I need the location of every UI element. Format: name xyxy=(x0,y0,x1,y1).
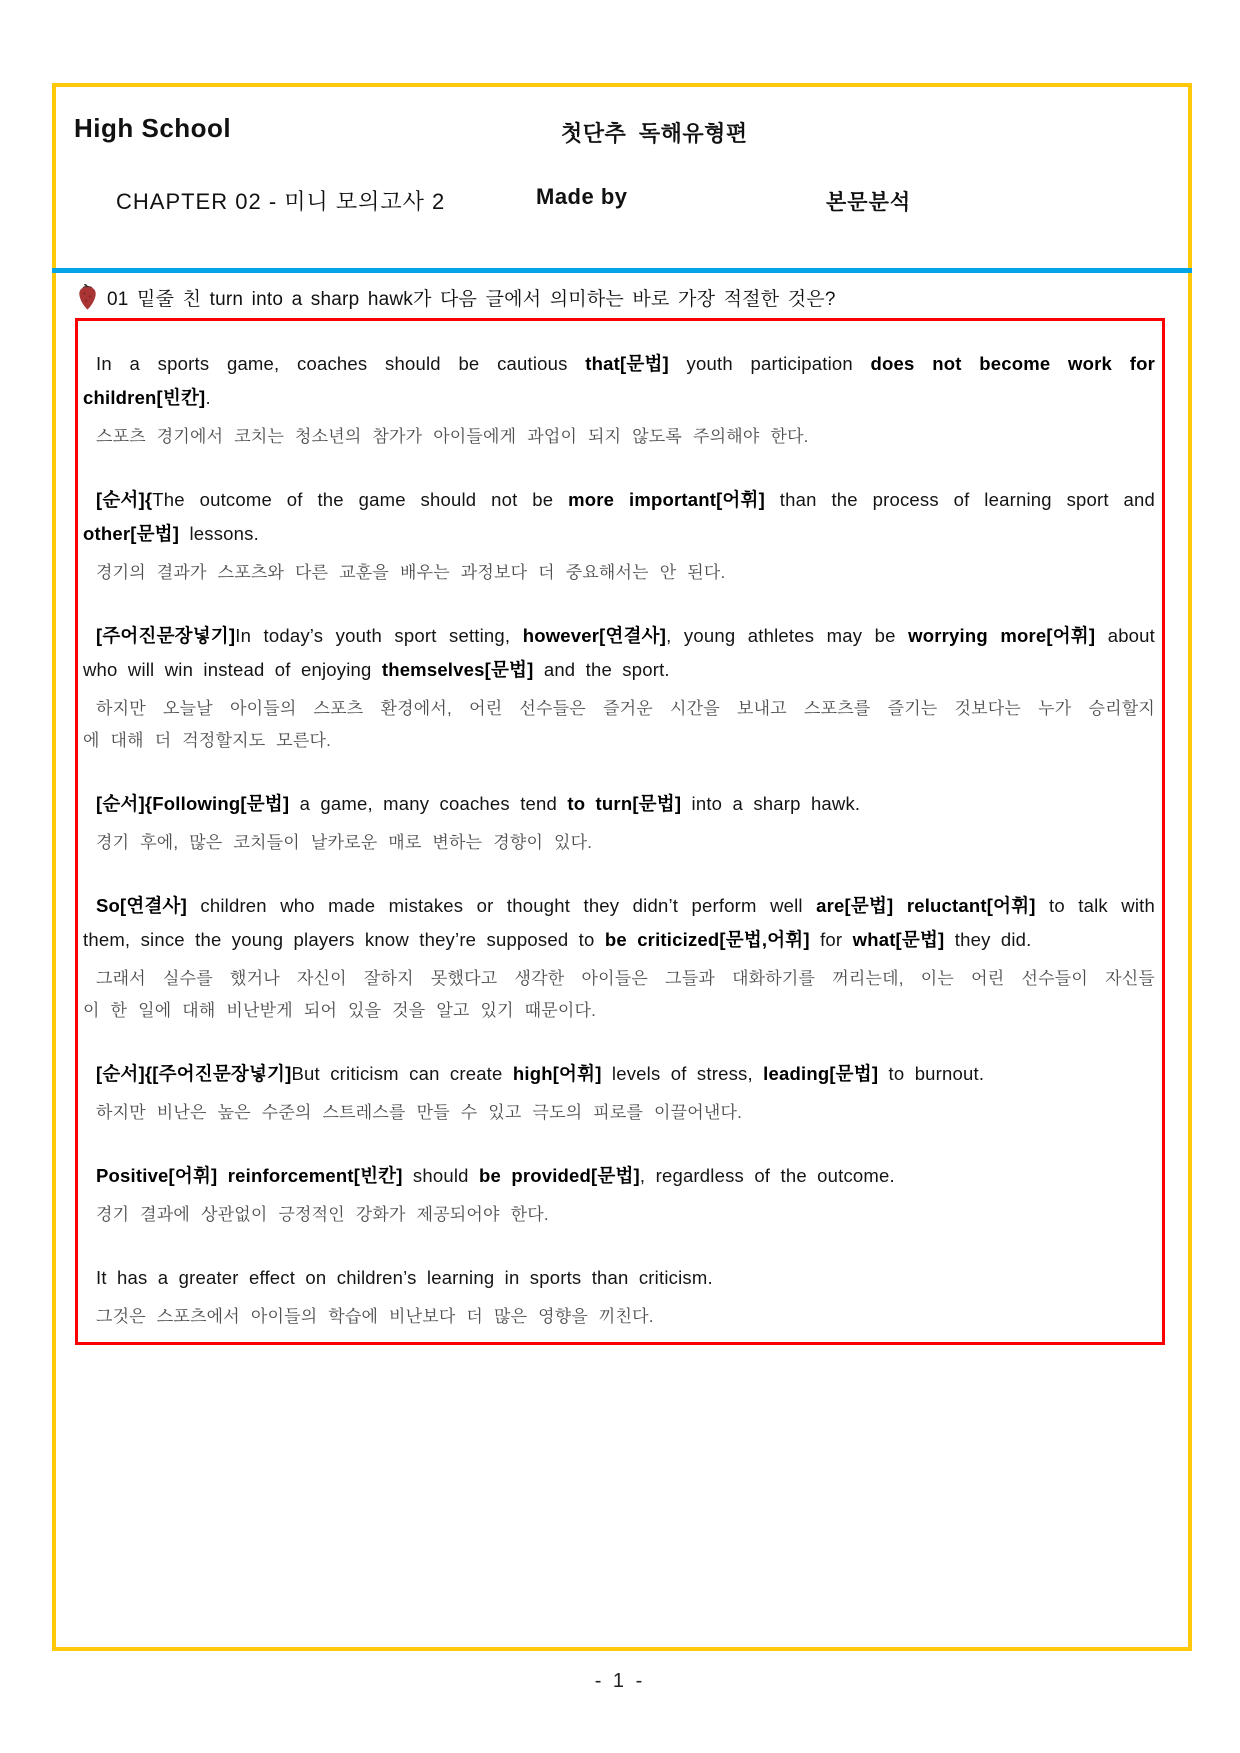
passage-line-ko: 그것은 스포츠에서 아이들의 학습에 비난보다 더 많은 영향을 끼친다. xyxy=(96,1307,654,1326)
passage-line-en xyxy=(83,619,1155,653)
passage-sentence-en xyxy=(83,347,1155,415)
passage-line-en xyxy=(83,923,1155,957)
passage-segment: , young athletes may be xyxy=(666,625,909,646)
passage-line-en xyxy=(83,1261,1155,1295)
passage-translation-ko xyxy=(83,1301,1155,1333)
passage-section xyxy=(83,1159,1155,1231)
passage-segment-bold: [순서]{ xyxy=(96,489,153,510)
passage-line-en xyxy=(83,517,1155,551)
passage-translation-ko xyxy=(83,1097,1155,1129)
passage-line-en xyxy=(83,347,1155,381)
question-row xyxy=(77,284,836,311)
passage-segment-bold: children[빈칸] xyxy=(83,387,206,408)
passage-segment-bold: So[연결사] xyxy=(96,895,187,916)
passage-section xyxy=(83,1057,1155,1129)
passage-section xyxy=(83,483,1155,589)
passage-line-ko: 경기 후에, 많은 코치들이 날카로운 매로 변하는 경향이 있다. xyxy=(96,833,593,852)
passage-segment-bold: that[문법] xyxy=(585,353,669,374)
analysis-label: 본문분석 xyxy=(826,191,912,214)
passage-line-ko: 이 한 일에 대해 비난받게 되어 있을 것을 알고 있기 때문이다. xyxy=(83,1001,597,1020)
passage-line-ko: 경기 결과에 상관없이 긍정적인 강화가 제공되어야 한다. xyxy=(96,1205,549,1224)
chapter-title: CHAPTER 02 - 미니 모의고사 2 xyxy=(116,189,446,214)
passage-section xyxy=(83,889,1155,1027)
passage-segment: to talk with xyxy=(1035,895,1155,916)
passage-segment-bold: what[문법] xyxy=(852,929,945,950)
passage-segment: about xyxy=(1095,625,1155,646)
passage-section xyxy=(83,1261,1155,1333)
passage-line-ko: 에 대해 더 걱정할지도 모른다. xyxy=(83,731,332,750)
passage-segment: them, since the young players know they’re supposed to xyxy=(83,929,605,950)
passage-segment-bold: themselves[문법] xyxy=(381,659,534,680)
passage-line-en xyxy=(83,1057,1155,1091)
passage-segment-bold: be provided[문법] xyxy=(479,1165,640,1186)
passage-segment: and the sport. xyxy=(533,659,670,680)
page-frame xyxy=(52,83,1192,1651)
passage-translation-ko xyxy=(83,827,1155,859)
passage-line-ko: 그래서 실수를 했거나 자신이 잘하지 못했다고 생각한 아이들은 그들과 대화하기를 꺼리는데, 이는 어린 선수들이 자신들 xyxy=(96,969,1155,988)
passage-segment: than the process of learning sport and xyxy=(764,489,1156,510)
passage-segment: In today’s youth sport setting, xyxy=(235,625,523,646)
passage-segment: , regardless of the outcome. xyxy=(639,1165,895,1186)
passage-segment-bold: be criticized[문법,어휘] xyxy=(604,929,810,950)
passage-translation-ko xyxy=(83,421,1155,453)
passage-line-ko: 스포츠 경기에서 코치는 청소년의 참가가 아이들에게 과업이 되지 않도록 주의해야 한다. xyxy=(96,427,809,446)
made-by-label: Made by xyxy=(536,184,628,209)
passage-segment-bold: to turn[문법] xyxy=(567,793,682,814)
passage-line-en xyxy=(83,653,1155,687)
passage-line-en xyxy=(83,787,1155,821)
passage-segment-bold: high[어휘] xyxy=(512,1063,602,1084)
series-title: 첫단추 독해유형편 xyxy=(561,121,748,146)
passage-segment: In a sports game, coaches should be cautious xyxy=(96,353,586,374)
passage-box xyxy=(75,318,1165,1345)
passage-segment: should xyxy=(402,1165,479,1186)
passage-segment: children who made mistakes or thought they didn’t perform well xyxy=(186,895,817,916)
passage-section xyxy=(83,347,1155,453)
passage-translation-ko xyxy=(83,557,1155,589)
passage-line-en xyxy=(83,1159,1155,1193)
passage-line-ko: 경기의 결과가 스포츠와 다른 교훈을 배우는 과정보다 더 중요해서는 안 된다. xyxy=(96,563,726,582)
header-divider xyxy=(52,268,1192,273)
passage-segment-bold: worrying more[어휘] xyxy=(908,625,1096,646)
passage-sentence-en xyxy=(83,889,1155,957)
passage-segment-bold: [순서]{Following[문법] xyxy=(96,793,290,814)
question-text: 01 밑줄 친 turn into a sharp hawk가 다음 글에서 의미하는 바로 가장 적절한 것은? xyxy=(107,289,836,310)
strawberry-icon xyxy=(77,284,98,311)
passage-sentence-en xyxy=(83,483,1155,551)
passage-segment: lessons. xyxy=(179,523,259,544)
passage-segment: The outcome of the game should not be xyxy=(152,489,569,510)
passage-line-ko: 하지만 오늘날 아이들의 스포츠 환경에서, 어린 선수들은 즐거운 시간을 보내고 스포츠를 즐기는 것보다는 누가 승리할지 xyxy=(96,699,1155,718)
passage-segment-bold: Positive[어휘] reinforcement[빈칸] xyxy=(96,1165,403,1186)
passage-line-en xyxy=(83,381,1155,415)
passage-section xyxy=(83,619,1155,757)
passage-sentence-en xyxy=(83,787,1155,821)
passage-translation-ko xyxy=(83,963,1155,1027)
passage-segment: It has a greater effect on children’s learning in sports than criticism. xyxy=(96,1267,713,1288)
passage-segment: who will win instead of enjoying xyxy=(83,659,382,680)
passage-sentence-en xyxy=(83,1261,1155,1295)
passage-translation-ko xyxy=(83,693,1155,757)
passage-segment: . xyxy=(205,387,211,408)
passage-line-en xyxy=(83,889,1155,923)
passage-sentence-en xyxy=(83,619,1155,687)
passage-segment-bold: are[문법] reluctant[어휘] xyxy=(816,895,1036,916)
passage-segment: for xyxy=(809,929,853,950)
passage-line-ko: 하지만 비난은 높은 수준의 스트레스를 만들 수 있고 극도의 피로를 이끌어낸다. xyxy=(96,1103,743,1122)
passage-line-en xyxy=(83,483,1155,517)
passage-segment-bold: more important[어휘] xyxy=(568,489,765,510)
passage-segment-bold: other[문법] xyxy=(83,523,180,544)
passage-segment: levels of stress, xyxy=(601,1063,764,1084)
passage-segment-bold: however[연결사] xyxy=(522,625,667,646)
passage-segment: youth participation xyxy=(668,353,871,374)
doc-title: High School xyxy=(74,113,232,143)
passage-segment: they did. xyxy=(944,929,1032,950)
passage-segment: a game, many coaches tend xyxy=(289,793,568,814)
passage-segment-bold: [주어진문장넣기] xyxy=(96,625,236,646)
passage-segment: But criticism can create xyxy=(291,1063,513,1084)
passage-segment: into a sharp hawk. xyxy=(681,793,861,814)
passage-segment-bold: does not become work for xyxy=(870,353,1155,374)
passage-segment-bold: leading[문법] xyxy=(763,1063,879,1084)
passage-sentence-en xyxy=(83,1057,1155,1091)
page-number: - 1 - xyxy=(594,1670,646,1692)
passage-segment: to burnout. xyxy=(878,1063,985,1084)
passage-section xyxy=(83,787,1155,859)
passage-sentence-en xyxy=(83,1159,1155,1193)
passage-segment-bold: [순서]{[주어진문장넣기] xyxy=(96,1063,292,1084)
passage-translation-ko xyxy=(83,1199,1155,1231)
